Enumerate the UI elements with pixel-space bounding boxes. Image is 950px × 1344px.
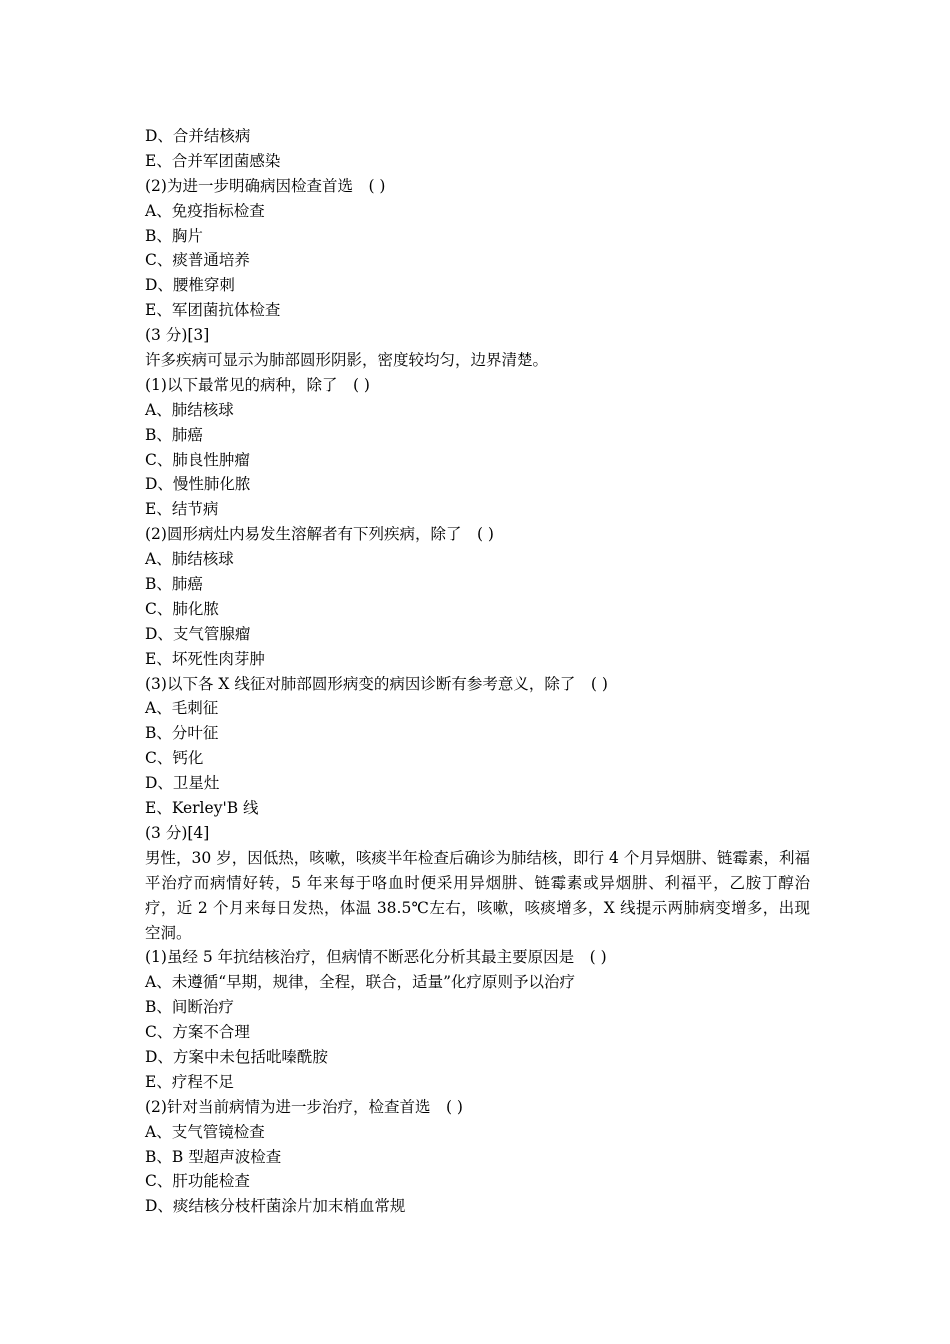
text-line: E、疗程不足 xyxy=(145,1072,234,1091)
questions-section-2 xyxy=(145,945,810,1219)
text-line: E、军团菌抗体检查 xyxy=(145,301,281,320)
text-line: A、未遵循“早期，规律，全程，联合，适量”化疗原则予以治疗 xyxy=(145,973,576,992)
text-line: D、方案中未包括吡嗪酰胺 xyxy=(145,1048,328,1067)
text-line: A、支气管镜检查 xyxy=(145,1122,265,1141)
text-line: 许多疾病可显示为肺部圆形阴影，密度较均匀，边界清楚。 xyxy=(145,351,549,370)
text-line: (2)针对当前病情为进一步治疗，检查首选 ( ) xyxy=(145,1097,463,1116)
text-line: B、肺癌 xyxy=(145,575,203,594)
case-description-paragraph: 男性，30 岁，因低热，咳嗽，咳痰半年检查后确诊为肺结核，即行 4 个月异烟肼、链霉素，利福平治疗而病情好转，5 年来每于咯血时便采用异烟肼、链霉素或异烟肼、利福平，乙胺丁醇治疗，近 2 个月来每日发热，体温 38.5℃左右，咳嗽，咳痰增多，X 线提示两肺病变增多，出现空洞。 xyxy=(145,848,810,942)
text-line: D、支气管腺瘤 xyxy=(145,624,251,643)
text-line: (3)以下各 X 线征对肺部圆形病变的病因诊断有参考意义，除了 ( ) xyxy=(145,674,608,693)
text-line: A、肺结核球 xyxy=(145,400,234,419)
text-line: D、慢性肺化脓 xyxy=(145,475,251,494)
text-line: A、毛刺征 xyxy=(145,699,219,718)
text-line: C、肺化脓 xyxy=(145,599,219,618)
text-line: E、结节病 xyxy=(145,500,219,519)
text-line: A、免疫指标检查 xyxy=(145,201,265,220)
text-line: (1)虽经 5 年抗结核治疗，但病情不断恶化分析其最主要原因是 ( ) xyxy=(145,948,607,967)
text-line: D、合并结核病 xyxy=(145,127,251,145)
text-line: (3 分)[4] xyxy=(145,823,210,842)
text-line: E、坏死性肉芽肿 xyxy=(145,649,265,668)
text-line: C、方案不合理 xyxy=(145,1023,250,1042)
text-line: C、肺良性肿瘤 xyxy=(145,450,250,469)
text-line: E、合并军团菌感染 xyxy=(145,151,281,170)
text-line: D、卫星灶 xyxy=(145,774,220,793)
text-line: E、Kerley'B 线 xyxy=(145,799,259,818)
text-line: (2)为进一步明确病因检查首选 ( ) xyxy=(145,176,386,195)
text-line: B、B 型超声波检查 xyxy=(145,1147,282,1166)
text-line: C、肝功能检查 xyxy=(145,1172,250,1191)
text-line: B、肺癌 xyxy=(145,425,203,444)
text-line: (2)圆形病灶内易发生溶解者有下列疾病，除了 ( ) xyxy=(145,525,494,544)
text-line: B、分叶征 xyxy=(145,724,219,743)
text-line: (1)以下最常见的病种，除了 ( ) xyxy=(145,375,370,394)
text-line: C、钙化 xyxy=(145,749,204,768)
text-line: B、胸片 xyxy=(145,226,203,245)
text-line: A、肺结核球 xyxy=(145,550,234,569)
text-line: (3 分)[3] xyxy=(145,326,210,345)
text-line: B、间断治疗 xyxy=(145,998,234,1017)
text-line: D、痰结核分枝杆菌涂片加末梢血常规 xyxy=(145,1197,406,1216)
text-line: C、痰普通培养 xyxy=(145,251,250,270)
questions-section-1 xyxy=(145,124,810,846)
text-line: D、腰椎穿刺 xyxy=(145,276,235,295)
document-body xyxy=(145,124,810,1219)
